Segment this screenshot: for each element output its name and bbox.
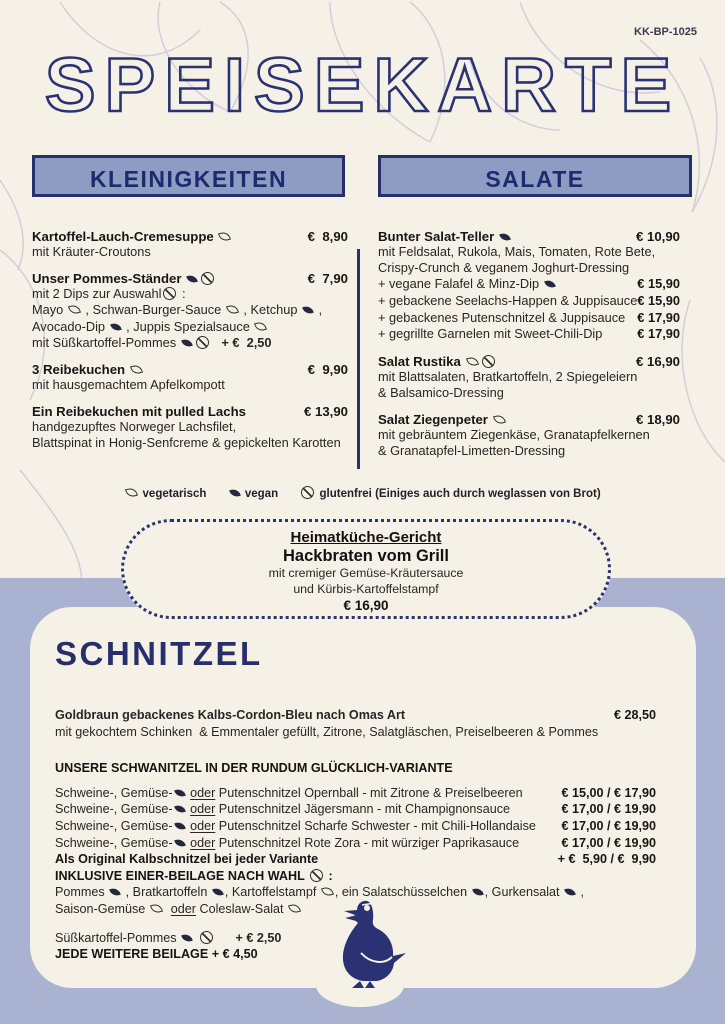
menu-item	[378, 412, 680, 459]
menu-item	[32, 229, 348, 260]
row-text: Schweine-, Gemüse- oder Putenschnitzel Opernball - mit Zitrone & Preiselbeeren	[55, 785, 523, 800]
salate-column	[378, 229, 680, 471]
addon-price: € 17,90	[637, 326, 680, 342]
glutenfree-icon	[201, 272, 214, 285]
vegan-icon	[499, 232, 511, 242]
row-price: € 17,00 / € 19,90	[561, 818, 656, 833]
item-addon	[378, 293, 680, 310]
menu-item	[378, 229, 680, 343]
vegetarian-icon	[288, 903, 301, 914]
vegetarian-icon	[493, 414, 506, 425]
item-desc: mit hausgemachtem Apfelkompott	[32, 377, 225, 393]
item-addon	[378, 276, 680, 293]
vegan-icon	[174, 804, 186, 814]
item-name: 3 Reibekuchen	[32, 362, 144, 377]
item-name: Unser Pommes-Ständer	[32, 271, 216, 286]
item-head	[32, 404, 348, 419]
vegetarian-icon	[218, 231, 231, 242]
item-desc: mit Süßkartoffel-Pommes + € 2,50	[32, 334, 272, 350]
row-price: € 28,50	[613, 708, 656, 722]
item-desc: Blattspinat in Honig-Senfcreme & gepickelten Karotten	[32, 435, 341, 451]
glutenfree-icon	[482, 355, 495, 368]
diet-legend	[0, 486, 725, 500]
vegetarian-icon	[68, 304, 81, 315]
vegetarian-icon	[125, 487, 138, 498]
item-desc: mit Kräuter-Croutons	[32, 244, 151, 259]
menu-item	[32, 271, 348, 351]
vegan-icon	[472, 887, 484, 897]
item-desc: Mayo , Schwan-Burger-Sauce , Ketchup ,	[32, 302, 323, 318]
item-desc: mit Blattsalaten, Bratkartoffeln, 2 Spiegeleiern	[378, 368, 638, 384]
glutenfree-icon	[200, 931, 213, 944]
vegetarian-icon	[255, 320, 268, 331]
item-desc: Crispy-Crunch & veganem Joghurt-Dressing	[378, 260, 630, 276]
glutenfree-icon	[310, 869, 323, 882]
row-price: € 17,00 / € 19,90	[561, 802, 656, 817]
vegan-icon	[544, 279, 556, 289]
goose-mascot-illustration	[334, 895, 410, 989]
vegetarian-icon	[321, 886, 334, 897]
kalbschnitzel-row	[55, 851, 656, 868]
column-divider	[357, 249, 360, 469]
vegan-icon	[174, 837, 186, 847]
row-text: Als Original Kalbschnitzel bei jeder Variante	[55, 852, 319, 867]
item-price: € 16,90	[636, 353, 680, 369]
kleinigkeiten-column	[32, 229, 348, 463]
special-dish-box	[121, 519, 611, 619]
special-price: € 16,90	[343, 598, 389, 613]
addon-text: + gegrillte Garnelen mit Sweet-Chili-Dip	[378, 326, 603, 342]
item-price: € 13,90	[304, 404, 348, 420]
special-desc-line: und Kürbis-Kartoffelstampf	[293, 581, 439, 596]
vegan-icon	[302, 305, 314, 315]
item-desc: & Granatapfel-Limetten-Dressing	[378, 443, 566, 459]
item-head	[378, 412, 680, 427]
vegetarian-icon	[150, 903, 163, 914]
vegan-icon	[181, 338, 193, 348]
glutenfree-icon	[196, 336, 209, 349]
item-price: € 10,90	[636, 229, 680, 244]
item-price: € 8,90	[307, 229, 348, 244]
cordon-bleu-item	[55, 707, 656, 724]
item-price: € 18,90	[636, 412, 680, 428]
item-head	[32, 271, 348, 286]
item-head	[32, 229, 348, 244]
sides-header: INKLUSIVE EINER-BEILAGE NACH WAHL :	[55, 868, 333, 883]
vegan-icon	[181, 932, 193, 942]
sides-line: Pommes , Bratkartoffeln , Kartoffelstampf , ein Salatschüsselchen , Gurkensalat ,	[55, 885, 585, 900]
vegan-icon	[109, 887, 121, 897]
vegan-icon	[212, 887, 224, 897]
menu-item	[32, 362, 348, 393]
addon-text: + gebackenes Putenschnitzel & Juppisauce	[378, 309, 626, 325]
item-head	[378, 229, 680, 244]
item-addon	[378, 310, 680, 327]
row-text: Schweine-, Gemüse- oder Putenschnitzel Rote Zora - mit würziger Paprikasauce	[55, 835, 520, 850]
item-name: Salat Ziegenpeter	[378, 412, 507, 427]
row-price: € 17,00 / € 19,90	[561, 835, 656, 850]
row-text: UNSERE SCHWANITZEL IN DER RUNDUM GLÜCKLICH-VARIANTE	[55, 761, 453, 776]
special-heading: Heimatküche-Gericht	[290, 529, 442, 546]
vegetarian-icon	[130, 364, 143, 375]
schnitzel-variant-row	[55, 818, 656, 835]
legend-vegetarian: vegetarisch	[124, 488, 206, 500]
item-desc: mit 2 Dips zur Auswahl :	[32, 286, 186, 302]
addon-text: + vegane Falafel & Minz-Dip	[378, 276, 557, 293]
cordon-bleu-desc: mit gekochtem Schinken & Emmentaler gefüllt, Zitrone, Salatgläschen, Preiselbeeren & Pommes	[55, 724, 599, 739]
legend-vegan: vegan	[228, 488, 278, 500]
special-dish-name: Hackbraten vom Grill	[283, 547, 449, 565]
sweet-potato-extra: Süßkartoffel-Pommes + € 2,50	[55, 930, 282, 945]
vegetarian-icon	[466, 356, 479, 367]
section-header-kleinigkeiten: KLEINIGKEITEN	[32, 155, 345, 197]
item-desc: Avocado-Dip , Juppis Spezialsauce	[32, 319, 348, 335]
extra-side-price: JEDE WEITERE BEILAGE + € 4,50	[55, 947, 258, 962]
item-desc: handgezupftes Norweger Lachsfilet,	[32, 419, 237, 435]
item-name: Kartoffel-Lauch-Cremesuppe	[32, 229, 232, 244]
item-desc: & Balsamico-Dressing	[378, 384, 504, 400]
item-price: € 9,90	[307, 362, 348, 378]
menu-item	[32, 404, 348, 451]
row-text: Goldbraun gebackenes Kalbs-Cordon-Bleu nach Omas Art	[55, 708, 406, 722]
vegan-icon	[186, 274, 198, 284]
item-name: Ein Reibekuchen mit pulled Lachs	[32, 404, 246, 420]
glutenfree-icon	[163, 287, 176, 300]
item-desc: mit gebräuntem Ziegenkäse, Granatapfelkernen	[378, 427, 650, 443]
row-text: Schweine-, Gemüse- oder Putenschnitzel Scharfe Schwester - mit Chili-Hollandaise	[55, 818, 536, 833]
special-desc-line: mit cremiger Gemüse-Kräutersauce	[268, 566, 464, 580]
glutenfree-icon	[301, 486, 314, 499]
section-header-salate: SALATE	[378, 155, 692, 197]
row-text: Schweine-, Gemüse- oder Putenschnitzel Jägersmann - mit Champignonsauce	[55, 802, 511, 817]
vegan-icon	[229, 488, 241, 498]
item-desc: mit Feldsalat, Rukola, Mais, Tomaten, Rote Bete,	[378, 244, 656, 259]
menu-item	[378, 354, 680, 401]
legend-glutenfree: glutenfrei (Einiges auch durch weglassen von Brot)	[299, 488, 600, 500]
item-head	[378, 354, 680, 369]
schnitzel-variant-row	[55, 785, 656, 802]
vegetarian-icon	[226, 304, 239, 315]
vegan-icon	[174, 788, 186, 798]
addon-price: € 15,90	[637, 276, 680, 292]
item-name: Bunter Salat-Teller	[378, 229, 512, 244]
addon-price: € 15,90	[637, 293, 681, 308]
vegan-icon	[174, 821, 186, 831]
row-price: + € 5,90 / € 9,90	[557, 852, 656, 867]
page-title: SPEISEKARTE	[44, 43, 681, 128]
variants-header	[55, 760, 656, 777]
vegan-icon	[110, 322, 122, 332]
schnitzel-variant-row	[55, 801, 656, 818]
row-price: € 15,00 / € 17,90	[561, 785, 656, 800]
addon-price: € 17,90	[637, 309, 680, 325]
schnitzel-section-title: SCHNITZEL	[55, 635, 263, 672]
item-name: Salat Rustika	[378, 354, 497, 369]
sides-line: Saison-Gemüse oder Coleslaw-Salat	[55, 901, 656, 918]
item-head	[32, 362, 348, 377]
item-price: € 7,90	[307, 271, 348, 287]
addon-text: + gebackene Seelachs-Happen & Juppisauce	[378, 293, 638, 308]
item-addon	[378, 326, 680, 343]
vegan-icon	[564, 887, 576, 897]
menu-code: KK-BP-1025	[634, 26, 697, 38]
schnitzel-variant-row	[55, 835, 656, 852]
